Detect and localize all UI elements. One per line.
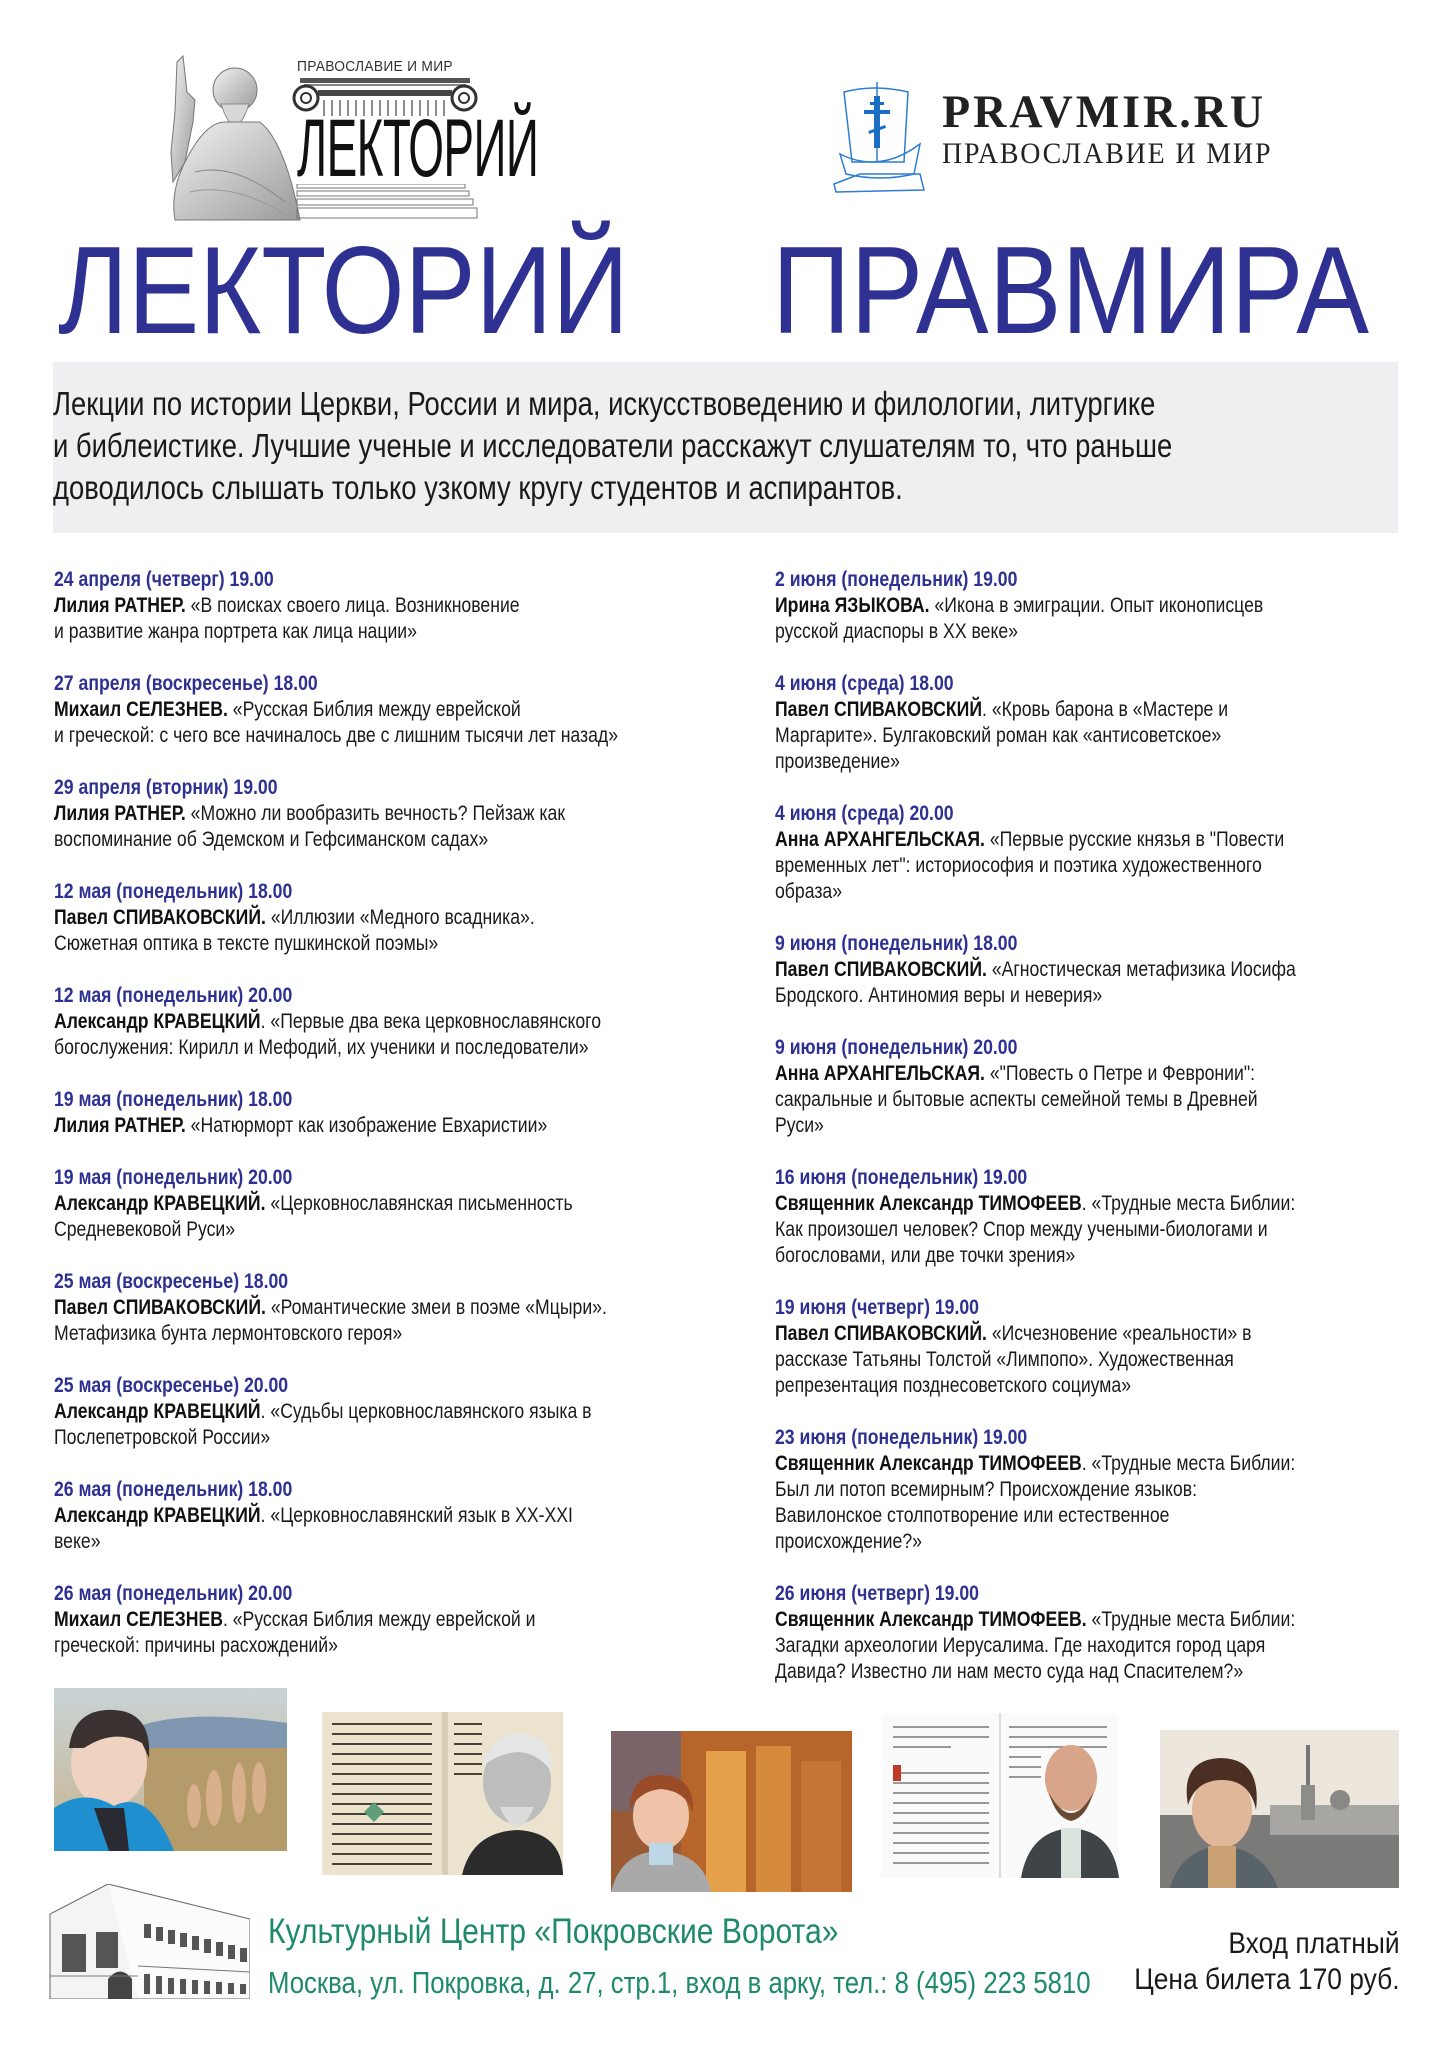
- lecture-speaker-and-title: [54, 800, 618, 826]
- lecture-speaker-and-title: [54, 696, 618, 722]
- logo-caption: ПРАВОСЛАВИЕ И МИР: [297, 58, 453, 75]
- lecture-title-continued: Загадки археологии Иерусалима. Где находится город царя: [775, 1633, 1266, 1657]
- lecture-title: «Русская Библия между еврейской: [227, 697, 521, 721]
- lecture-title: «Романтические змеи в поэме «Мцыри».: [265, 1295, 607, 1319]
- lecture-item: [775, 1034, 1410, 1138]
- lecture-title-continued: временных лет": историософия и поэтика художественного: [775, 853, 1262, 877]
- lecture-speaker: Священник Александр ТИМОФЕЕВ.: [775, 1607, 1087, 1631]
- lecture-item: [775, 930, 1410, 1008]
- lecture-speaker: Павел СПИВАКОВСКИЙ.: [54, 1295, 266, 1319]
- lecture-speaker: Павел СПИВАКОВСКИЙ.: [54, 905, 266, 929]
- lecture-title: «Трудные места Библии:: [1086, 1607, 1296, 1631]
- lecture-date: 12 мая (понедельник) 20.00: [54, 983, 293, 1007]
- lecture-date: 27 апреля (воскресенье) 18.00: [54, 671, 318, 695]
- logo-word: ЛЕКТОРИЙ: [297, 103, 539, 194]
- ticket-price: Цена билета 170 руб.: [1134, 1963, 1400, 1996]
- schedule-column-left: [54, 566, 742, 1684]
- lecture-speaker-and-title: [775, 1320, 1296, 1346]
- lecture-speaker: Лилия РАТНЕР.: [54, 1113, 186, 1137]
- lecture-date: 9 июня (понедельник) 18.00: [775, 931, 1018, 955]
- lecture-item: [54, 1372, 742, 1450]
- lecture-date: 16 июня (понедельник) 19.00: [775, 1165, 1028, 1189]
- lecture-speaker: Павел СПИВАКОВСКИЙ.: [775, 1321, 987, 1345]
- lecture-speaker-and-title: [54, 1502, 618, 1528]
- lecture-title: «Натюрморт как изображение Евхаристии»: [185, 1113, 548, 1137]
- lecture-date: 29 апреля (вторник) 19.00: [54, 775, 278, 799]
- lecture-title: . «Русская Библия между еврейской и: [222, 1607, 536, 1631]
- lecture-speaker-and-title: [775, 826, 1296, 852]
- lecture-date: 26 мая (понедельник) 20.00: [54, 1581, 293, 1605]
- venue-name: Культурный Центр «Покровские Ворота»: [268, 1912, 839, 1951]
- lecture-title: . «Первые два века церковнославянского: [260, 1009, 602, 1033]
- lecture-speaker-and-title: [775, 592, 1296, 618]
- lecture-speaker: Священник Александр ТИМОФЕЕВ: [775, 1451, 1082, 1475]
- lecture-speaker: Михаил СЕЛЕЗНЕВ.: [54, 697, 228, 721]
- lecture-speaker-and-title: [54, 1294, 618, 1320]
- portrait-photo-icon: [881, 1713, 1119, 1878]
- pravmir-logo: [828, 82, 1298, 197]
- lecture-speaker-and-title: [54, 1008, 618, 1034]
- lecture-title-continued: происхождение?»: [775, 1529, 922, 1553]
- lecture-speaker: Ирина ЯЗЫКОВА.: [775, 593, 930, 617]
- lektoriy-logo: [165, 52, 539, 222]
- lecture-date: 19 июня (четверг) 19.00: [775, 1295, 979, 1319]
- lecture-speaker-and-title: [775, 1060, 1296, 1086]
- lecture-speaker-and-title: [54, 1606, 618, 1632]
- lecture-title: «В поисках своего лица. Возникновение: [185, 593, 520, 617]
- lecture-title-continued: образа»: [775, 879, 843, 903]
- lecture-speaker: Александр КРАВЕЦКИЙ: [54, 1503, 261, 1527]
- speaker-photo-4: [881, 1713, 1119, 1878]
- lecture-title-continued: богословами, или две точки зрения»: [775, 1243, 1076, 1267]
- lecture-speaker: Лилия РАТНЕР.: [54, 801, 186, 825]
- lecture-speaker: Александр КРАВЕЦКИЙ.: [54, 1191, 266, 1215]
- lecture-title: . «Церковнославянский язык в XX-XXI: [260, 1503, 573, 1527]
- lecture-date: 2 июня (понедельник) 19.00: [775, 567, 1018, 591]
- lecture-speaker: Александр КРАВЕЦКИЙ: [54, 1009, 261, 1033]
- venue-address: Москва, ул. Покровка, д. 27, стр.1, вход в арку, тел.: 8 (495) 223 5810: [268, 1965, 1091, 2000]
- portrait-photo-icon: [54, 1688, 287, 1851]
- lecture-speaker-and-title: [54, 1190, 618, 1216]
- lecture-speaker-and-title: [775, 696, 1296, 722]
- lecture-date: 12 мая (понедельник) 18.00: [54, 879, 293, 903]
- lecture-item: [54, 670, 742, 748]
- lecture-title: . «Трудные места Библии:: [1081, 1191, 1296, 1215]
- lecture-date: 25 мая (воскресенье) 18.00: [54, 1269, 289, 1293]
- lecture-title-continued: Послепетровской России»: [54, 1425, 271, 1449]
- lecture-title: «Иллюзии «Медного всадника».: [265, 905, 535, 929]
- lecture-speaker-and-title: [775, 1450, 1296, 1476]
- intro-line: Лекции по истории Церкви, России и мира, искусствоведению и филологии, литургике: [53, 385, 1156, 422]
- lecture-title-continued: Вавилонское столпотворение или естественное: [775, 1503, 1170, 1527]
- lecture-title-continued: Средневековой Руси»: [54, 1217, 236, 1241]
- lecture-date: 24 апреля (четверг) 19.00: [54, 567, 274, 591]
- lecture-title: «Первые русские князья в "Повести: [984, 827, 1285, 851]
- portrait-photo-icon: [611, 1731, 852, 1892]
- lecture-speaker: Павел СПИВАКОВСКИЙ.: [775, 957, 987, 981]
- lecture-title-continued: репрезентация позднесоветского социума»: [775, 1373, 1132, 1397]
- building-logo: [48, 1884, 250, 1999]
- lecture-item: [775, 800, 1410, 904]
- lecture-title: «Церковнославянская письменность: [265, 1191, 573, 1215]
- schedule-column-right: [775, 566, 1410, 1710]
- speaker-photo-1: [54, 1688, 287, 1851]
- lecture-title-continued: Руси»: [775, 1113, 824, 1137]
- pravmir-subtitle: ПРАВОСЛАВИЕ И МИР: [942, 137, 1273, 170]
- lecture-item: [54, 774, 742, 852]
- lecture-speaker: Павел СПИВАКОВСКИЙ: [775, 697, 983, 721]
- page-title-left: ЛЕКТОРИЙ: [58, 222, 629, 360]
- lecture-title-continued: Как произошел человек? Спор между учеными-биологами и: [775, 1217, 1268, 1241]
- lecture-item: [775, 1424, 1410, 1554]
- intro-line: доводилось слышать только узкому кругу студентов и аспирантов.: [53, 469, 903, 506]
- lecture-title: «Исчезновение «реальности» в: [986, 1321, 1252, 1345]
- lecture-title-continued: Бродского. Антиномия веры и неверия»: [775, 983, 1103, 1007]
- lecture-speaker-and-title: [54, 1112, 618, 1138]
- lecture-date: 26 июня (четверг) 19.00: [775, 1581, 979, 1605]
- lecture-speaker: Лилия РАТНЕР.: [54, 593, 186, 617]
- lecture-speaker: Священник Александр ТИМОФЕЕВ: [775, 1191, 1082, 1215]
- intro-box: [53, 362, 1398, 533]
- lecture-date: 9 июня (понедельник) 20.00: [775, 1035, 1018, 1059]
- lecture-title-continued: Был ли потоп всемирным? Происхождение языков:: [775, 1477, 1197, 1501]
- lecture-item: [54, 878, 742, 956]
- lecture-title-continued: воспоминание об Эдемском и Гефсиманском садах»: [54, 827, 489, 851]
- lecture-item: [54, 982, 742, 1060]
- ship-cross-icon: [830, 82, 928, 194]
- lecture-item: [54, 1164, 742, 1242]
- lecture-date: 4 июня (среда) 18.00: [775, 671, 954, 695]
- column-base-icon: [295, 184, 480, 220]
- lecture-title-continued: Давида? Известно ли нам место суда над Спасителем?»: [775, 1659, 1244, 1683]
- lecture-title-continued: сакральные и бытовые аспекты семейной темы в Древней: [775, 1087, 1258, 1111]
- lecture-item: [775, 1164, 1410, 1268]
- lecture-title: . «Кровь барона в «Мастере и: [982, 697, 1229, 721]
- portrait-photo-icon: [1160, 1730, 1399, 1888]
- page-title-right: ПРАВМИРА: [772, 222, 1370, 360]
- lecture-title-continued: русской диаспоры в XX веке»: [775, 619, 1018, 643]
- lecture-title: «Можно ли вообразить вечность? Пейзаж как: [185, 801, 566, 825]
- statue-icon: [165, 52, 305, 222]
- lecture-title: «Икона в эмиграции. Опыт иконописцев: [929, 593, 1264, 617]
- intro-line: и библеистике. Лучшие ученые и исследователи расскажут слушателям то, что раньше: [53, 427, 1173, 464]
- lecture-date: 23 июня (понедельник) 19.00: [775, 1425, 1028, 1449]
- lecture-speaker-and-title: [775, 1190, 1296, 1216]
- lecture-title: «Агностическая метафизика Иосифа: [986, 957, 1296, 981]
- lecture-date: 19 мая (понедельник) 20.00: [54, 1165, 293, 1189]
- lecture-title-continued: и греческой: с чего все начиналось две с лишним тысячи лет назад»: [54, 723, 619, 747]
- lecture-item: [54, 1268, 742, 1346]
- lecture-speaker: Анна АРХАНГЕЛЬСКАЯ.: [775, 827, 985, 851]
- lecture-date: 26 мая (понедельник) 18.00: [54, 1477, 293, 1501]
- lecture-date: 19 мая (понедельник) 18.00: [54, 1087, 293, 1111]
- lecture-title-continued: и развитие жанра портрета как лица нации»: [54, 619, 417, 643]
- lecture-item: [775, 670, 1410, 774]
- lecture-title-continued: рассказе Татьяны Толстой «Лимпопо». Художественная: [775, 1347, 1234, 1371]
- lecture-title: . «Трудные места Библии:: [1081, 1451, 1296, 1475]
- entry-note: Вход платный: [1228, 1927, 1400, 1960]
- lecture-item: [775, 566, 1410, 644]
- lecture-title-continued: произведение»: [775, 749, 900, 773]
- lecture-speaker-and-title: [54, 904, 618, 930]
- lecture-speaker-and-title: [54, 592, 618, 618]
- pravmir-title: PRAVMIR.RU: [942, 86, 1267, 138]
- lecture-item: [54, 1580, 742, 1658]
- speaker-photo-3: [611, 1731, 852, 1892]
- speaker-photo-2: [322, 1712, 563, 1875]
- lecture-item: [54, 1476, 742, 1554]
- lecture-date: 4 июня (среда) 20.00: [775, 801, 954, 825]
- portrait-photo-icon: [322, 1712, 563, 1875]
- lecture-speaker: Анна АРХАНГЕЛЬСКАЯ.: [775, 1061, 985, 1085]
- lecture-title-continued: Маргарите». Булгаковский роман как «антисоветское»: [775, 723, 1222, 747]
- lecture-title-continued: греческой: причины расхождений»: [54, 1633, 338, 1657]
- lecture-item: [775, 1580, 1410, 1684]
- lecture-speaker: Александр КРАВЕЦКИЙ: [54, 1399, 261, 1423]
- speaker-photo-5: [1160, 1730, 1399, 1888]
- lecture-title-continued: богослужения: Кирилл и Мефодий, их ученики и последователи»: [54, 1035, 589, 1059]
- lecture-speaker-and-title: [775, 1606, 1296, 1632]
- building-icon: [48, 1884, 250, 1999]
- lecture-speaker: Михаил СЕЛЕЗНЕВ: [54, 1607, 223, 1631]
- lecture-item: [775, 1294, 1410, 1398]
- lecture-title: «"Повесть о Петре и Февронии":: [984, 1061, 1256, 1085]
- lecture-title-continued: Сюжетная оптика в тексте пушкинской поэмы»: [54, 931, 439, 955]
- lecture-title: . «Судьбы церковнославянского языка в: [260, 1399, 592, 1423]
- lecture-date: 25 мая (воскресенье) 20.00: [54, 1373, 289, 1397]
- lecture-title-continued: веке»: [54, 1529, 101, 1553]
- lecture-title-continued: Метафизика бунта лермонтовского героя»: [54, 1321, 403, 1345]
- lecture-item: [54, 566, 742, 644]
- lecture-speaker-and-title: [775, 956, 1296, 982]
- lecture-speaker-and-title: [54, 1398, 618, 1424]
- lecture-item: [54, 1086, 742, 1138]
